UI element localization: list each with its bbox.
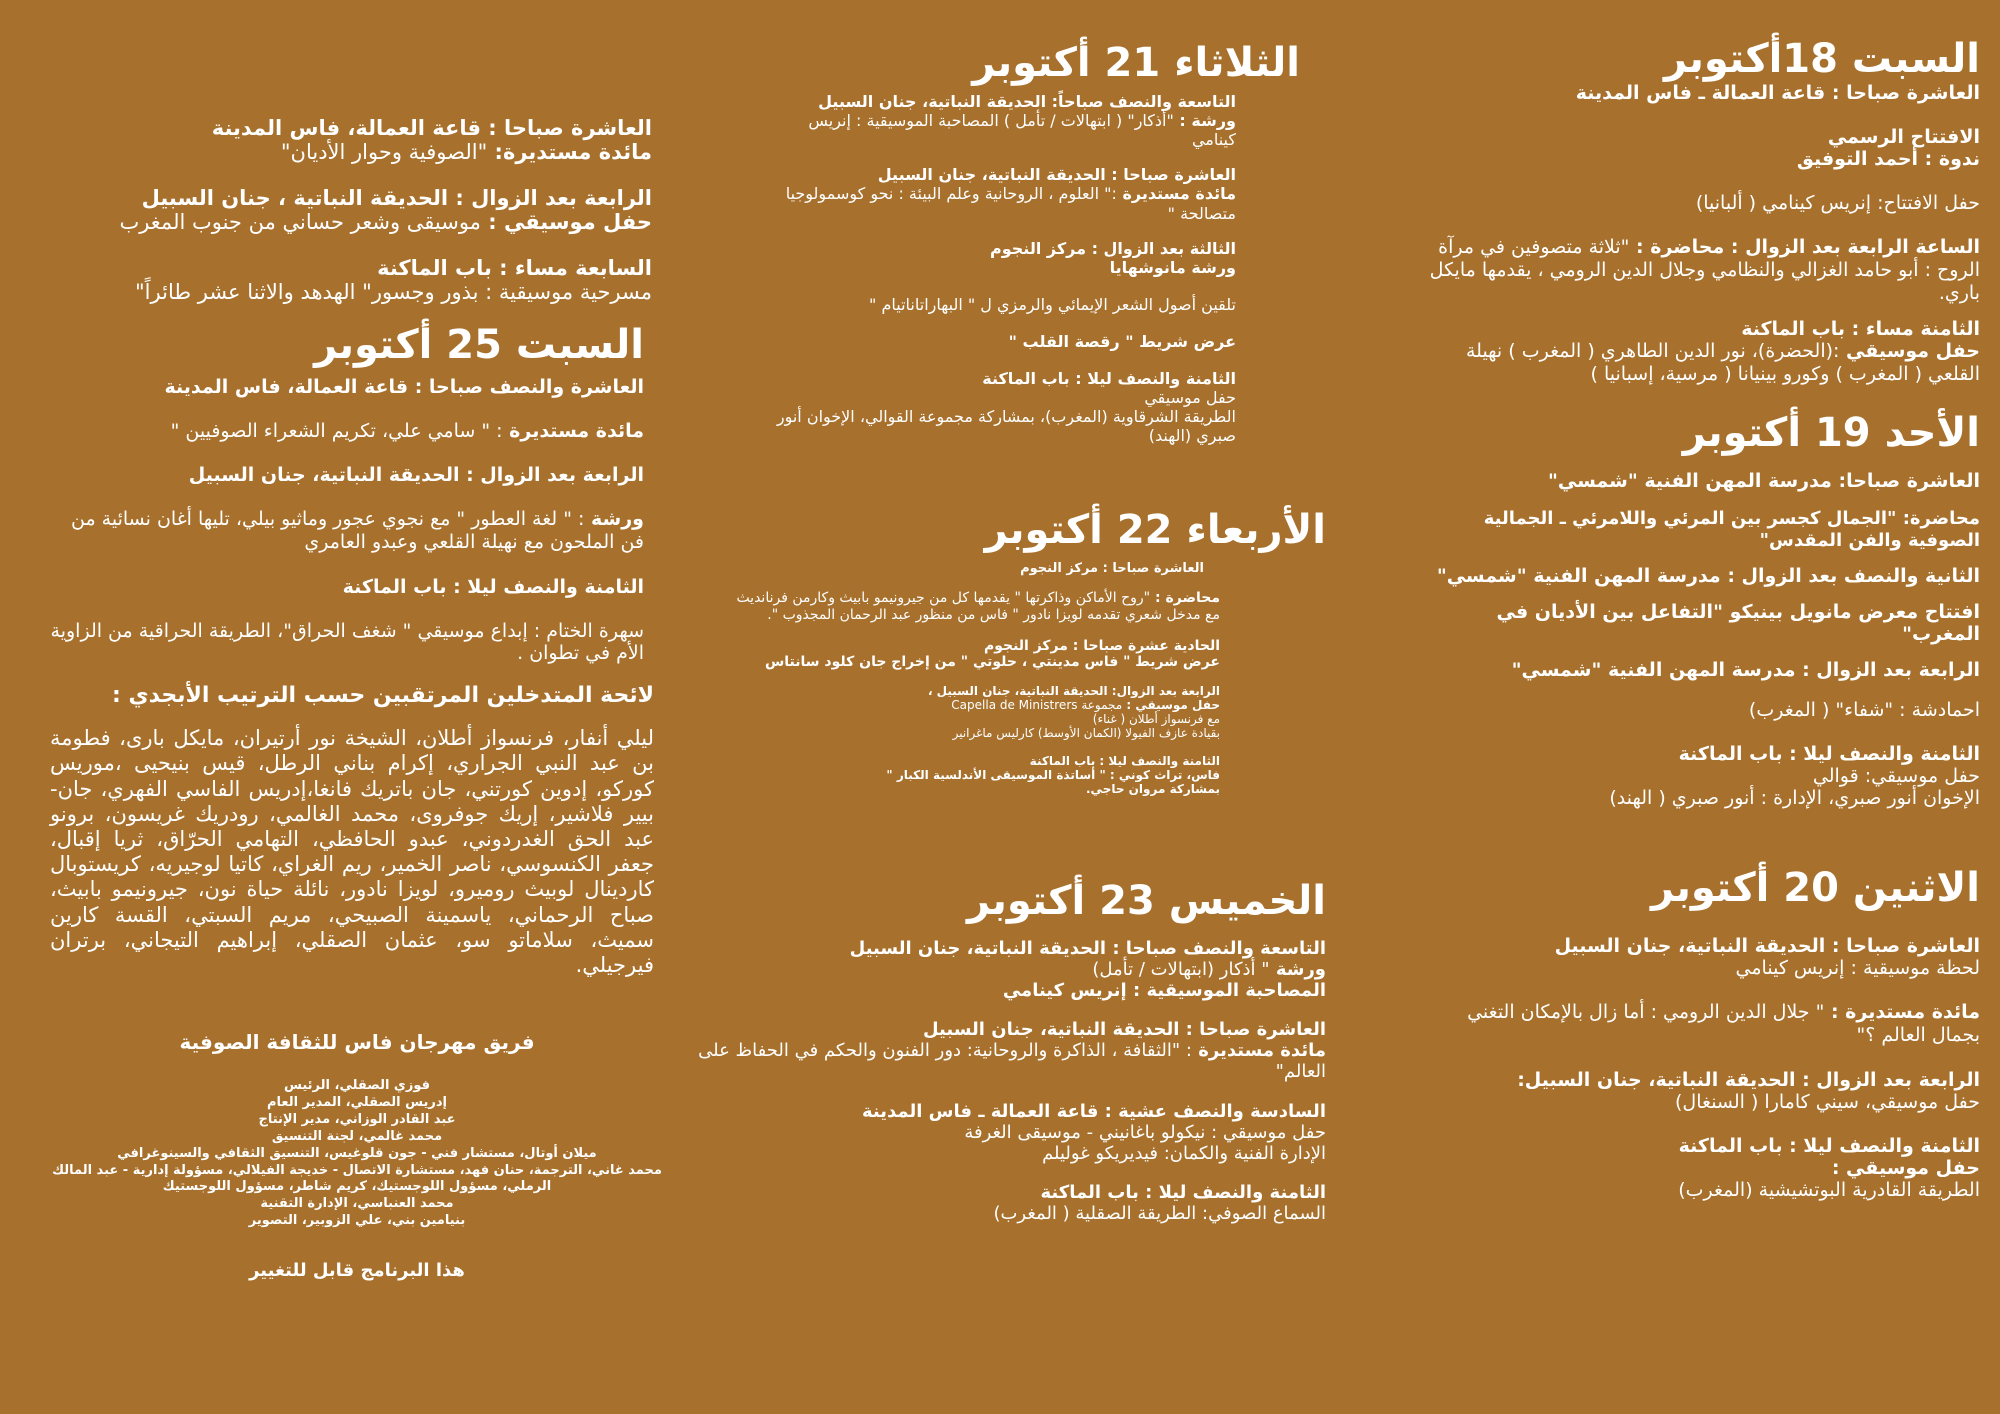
- event-detail: حفل موسيقي: [1144, 387, 1236, 407]
- day-saturday-25: [50, 322, 644, 665]
- event-heading: الافتتاح الرسمي: [1827, 126, 1980, 148]
- day-title: السبت 18أكتوبر: [1664, 36, 1980, 82]
- event-detail: مائدة مستديرة :" العلوم ، الروحانية وعلم البيئة : نحو كوسمولوجيا متصالحة ": [785, 184, 1236, 223]
- day-saturday-18: [1420, 36, 1980, 386]
- day-title: الثلاثاء 21 أكتوبر: [972, 40, 1300, 86]
- event-detail: الإخوان أنور صبري، الإدارة : أنور صبري ( الهند): [1609, 787, 1980, 810]
- column-middle: [680, 40, 1326, 1224]
- event-detail: حفل موسيقي : نيكولو باغانيني - موسيقى الغرفة: [964, 1121, 1326, 1143]
- event-detail: حفل موسيقي : مجموعة Capella de Ministrers: [951, 697, 1220, 712]
- event-time: العاشرة صباحا : قاعة العمالة، فاس المدينة: [211, 116, 652, 140]
- event-time: الثامنة والنصف ليلا : باب الماكنة: [1678, 743, 1980, 766]
- event-detail: بمشاركة مروان حاجي.: [1086, 781, 1220, 796]
- speakers-section: [50, 683, 654, 978]
- event-detail: مائدة مستديرة : "الثقافة ، الذاكرة والروحانية: دور الفنون والحكم في الحفاظ على العالم": [698, 1039, 1326, 1083]
- team-member: محمد غالمي، لجنة التنسيق: [271, 1128, 443, 1144]
- event-detail: محاضرة : "روح الأماكن وذاكرتها " يقدمها كل من جيرونيمو بابيث وكارمن فرنانديث مع مدخل شعري تقدمه لويزا نادور " فاس من منظور عبد الرحمان المجذوب ".: [736, 590, 1220, 623]
- event-detail: الطريقة الشرقاوية (المغرب)، بمشاركة مجموعة القوالي، الإخوان أنور صبري (الهند): [776, 406, 1236, 445]
- event-detail: مسرحية موسيقية : بذور وجسور" الهدهد والاثنا عشر طائراً": [135, 280, 652, 304]
- day-title: الأربعاء 22 أكتوبر: [984, 507, 1326, 554]
- event-detail: لحظة موسيقية : إنريس كينامي: [1735, 957, 1980, 980]
- event-detail: فاس، تراث كوني : " أساتذة الموسيقى الأندلسية الكبار ": [886, 767, 1220, 782]
- event-detail: سهرة الختام : إبداع موسيقي " شغف الحراق"، الطريقة الحراقية من الزاوية الأم في تطوان .: [50, 619, 644, 665]
- day-wednesday-22: [680, 507, 1326, 796]
- event-detail: مائدة مستديرة : " سامي علي، تكريم الشعراء الصوفيين ": [170, 420, 644, 442]
- event-time: الثالثة بعد الزوال : مركز النجوم: [990, 238, 1236, 258]
- event-time: العاشرة صباحا : الحديقة النباتية، جنان السبيل: [877, 165, 1236, 185]
- event-time: العاشرة والنصف صباحا : قاعة العمالة، فاس المدينة: [164, 376, 644, 398]
- event-detail: عرض شريط " فاس مدينتي ، حلوتي " من إخراج جان كلود سانتاس: [764, 653, 1220, 670]
- event-time: الثامنة والنصف ليلا : باب الماكنة: [1678, 1134, 1980, 1157]
- team-member: فوزي الصقلي، الرئيس: [283, 1078, 430, 1094]
- event-time: التاسعة والنصف صباحاً: الحديقة النباتية، جنان السبيل: [818, 92, 1236, 111]
- event-detail: السماع الصوفي: الطريقة الصقلية ( المغرب): [993, 1202, 1326, 1224]
- event-detail: محاضرة: "الجمال كجسر بين المرئي واللامرئي ـ الجمالية الصوفية والفن المقدس": [1483, 507, 1980, 551]
- event-detail: حفل موسيقي، سيني كامارا ( السنغال): [1675, 1090, 1980, 1113]
- event-detail: بقيادة عازف الفيولا (الكمان الأوسط) كارليس ماغرانير: [952, 725, 1220, 740]
- program-note: هذا البرنامج قابل للتغيير: [249, 1260, 465, 1282]
- event-time: الثامنة والنصف ليلا : باب الماكنة: [982, 368, 1236, 388]
- event-time: الرابعة بعد الزوال : الحديقة النباتية ، جنان السبيل: [141, 186, 652, 210]
- event-detail: عرض شريط " رقصة القلب ": [1008, 331, 1236, 351]
- day-thursday-23: [680, 877, 1326, 1224]
- column-left: [50, 116, 662, 1282]
- team-member: إدريس الصقلي، المدير العام: [267, 1094, 447, 1110]
- day-monday-20: [1420, 865, 1980, 1201]
- event-time: الثانية والنصف بعد الزوال : مدرسة المهن الفنية "شمسي": [1436, 565, 1980, 588]
- event-time: السابعة مساء : باب الماكنة: [377, 256, 652, 280]
- team-section: [50, 1030, 664, 1281]
- event-time: العاشرة صباحا : قاعة العمالة ـ فاس المدينة: [1575, 82, 1980, 104]
- event-detail: مع فرنسواز أطلان ( غناء): [1092, 711, 1220, 726]
- day-title: الخميس 23 أكتوبر: [966, 877, 1326, 924]
- team-member: محمد غاني، الترجمة، حنان فهد، مستشارة الاتصال - خديجة الفيلالي، مسؤولة إدارية - عبد المالك الرملي، مسؤول اللوجستيك، كريم شاطر، مسؤول اللوجستيك: [52, 1162, 662, 1195]
- event-time: العاشرة صباحا: مدرسة المهن الفنية "شمسي": [1547, 469, 1980, 492]
- event-time: الثامنة والنصف ليلا : باب الماكنة: [342, 575, 644, 598]
- team-member: بنيامين بني، علي الزوبير، التصوير: [248, 1213, 466, 1229]
- day-title: الأحد 19 أكتوبر: [1682, 409, 1980, 456]
- event-time: العاشرة صباحا : مركز النجوم: [1020, 561, 1204, 577]
- event-detail: الساعة الرابعة بعد الزوال : محاضرة : "ثلاثة متصوفين في مرآة الروح : أبو حامد الغزالي والنظامي وجلال الدين الرومي ، يقدمها مايكل باري.: [1429, 236, 1980, 304]
- event-detail: حفل موسيقي :: [1831, 1156, 1980, 1179]
- event-detail: حفل موسيقي : موسيقى وشعر حساني من جنوب المغرب: [119, 210, 652, 234]
- speakers-list: ليلي أنفار، فرنسواز أطلان، الشيخة نور أرتيران، مايكل بارى، فطومة بن عبد النبي الجراري، إكرام بناني الرطل، قيس بنيحيى ،موريس كوركو، إدوين كورتني، جان باتريك فانغا،إدريس الفاسي الفهري، جان-بيير فلاشير، إريك جوفروى، محمد الغالمي، رودريك غريسون، برونو عبد الحق الغدردوني، عبدو الحافظي، التهامي الحرّاق، ثريا إقبال، جعفر الكنسوسي، ناصر الخمير، ريم الغراي، كاتيا لوجيريه، كريستوبال كاردينال لوبيث روميرو، لويزا نادور، نائلة حياة نون، جيرونيمو بابيث، صباح الرحماني، ياسمينة الصبيحي، مريم السبتي، القسة كارين سميث، سلاماتو سو، عثمان الصقلي، إبراهيم التيجاني، برتران فيرجيلي.: [50, 726, 654, 977]
- team-member: ميلان أوتال، مستشار فني - جون قلوغيس، التنسيق الثقافي والسينوغرافي: [117, 1145, 597, 1161]
- event-detail: المصاحبة الموسيقية : إنريس كينامي: [1002, 979, 1326, 1001]
- event-detail: احمادشة : "شفاء" ( المغرب): [1748, 699, 1980, 722]
- event-detail: حفل موسيقي :(الحضرة)، نور الدين الطاهري ( المغرب ) نهيلة القلعي ( المغرب ) وكورو بينيانا ( مرسية، إسبانيا ): [1465, 340, 1980, 386]
- event-detail: الإدارة الفنية والكمان: فيديريكو غوليلم: [1042, 1142, 1326, 1164]
- event-time: الرابعة بعد الزوال : مدرسة المهن الفنية "شمسي": [1511, 659, 1980, 682]
- day-tuesday-21: [680, 40, 1300, 445]
- event-detail: حفل الافتتاح: إنريس كينامي ( ألبانيا): [1695, 192, 1980, 214]
- event-detail: الطريقة القادرية البوتشيشية (المغرب): [1678, 1178, 1980, 1201]
- event-time: الرابعة بعد الزوال: الحديقة النباتية، جنان السبيل ،: [927, 683, 1220, 698]
- speakers-title: لائحة المتدخلين المرتقبين حسب الترتيب الأبجدي :: [112, 683, 654, 709]
- team-member: عبد القادر الوزاني، مدير الإنتاج: [258, 1111, 456, 1127]
- column-right: [1420, 36, 1980, 1201]
- event-time: الثامنة مساء : باب الماكنة: [1741, 318, 1980, 341]
- event-detail: مائدة مستديرة : " جلال الدين الرومي : أما زال بالإمكان التغني بجمال العالم ؟": [1467, 1001, 1980, 1046]
- event-detail: تلقين أصول الشعر الإيمائي والرمزي ل " البهاراتاناتيام ": [869, 294, 1236, 314]
- event-time: السادسة والنصف عشية : قاعة العمالة ـ فاس المدينة: [861, 1100, 1326, 1122]
- event-detail: ورشة : "أذكار" ( ابتهالات / تأمل ) المصاحبة الموسيقية : إنريس كينامي: [808, 111, 1236, 150]
- day-friday-24: [50, 116, 652, 304]
- event-detail: افتتاح معرض مانويل بينيكو "التفاعل بين الأديان في المغرب": [1496, 601, 1980, 646]
- event-detail: ورشة : " لغة العطور " مع نجوي عجور وماثيو بيلي، تليها أغان نسائية من فن الملحون مع نهيلة القلعي وعبدو العامري: [71, 508, 644, 553]
- day-title: الاثنين 20 أكتوبر: [1651, 865, 1980, 912]
- event-time: الثامنة والنصف ليلا : باب الماكنة: [1040, 1181, 1326, 1203]
- event-detail: ورشة " أذكار (ابتهالات / تأمل): [1092, 958, 1326, 980]
- day-title: السبت 25 أكتوبر: [314, 322, 644, 368]
- day-sunday-19: [1420, 410, 1980, 809]
- event-time: الثامنة والنصف ليلا : باب الماكنة: [1029, 753, 1220, 768]
- event-time: الحادية عشرة صباحا : مركز النجوم: [983, 637, 1220, 654]
- event-detail: حفل موسيقي: قوالي: [1812, 765, 1980, 788]
- event-time: الرابعة بعد الزوال : الحديقة النباتية، جنان السبيل: [188, 464, 644, 486]
- team-title: فريق مهرجان فاس للثقافة الصوفية: [179, 1030, 535, 1055]
- event-heading: ندوة : أحمد التوفيق: [1796, 148, 1980, 170]
- event-time: الرابعة بعد الزوال : الحديقة النباتية، جنان السبيل:: [1517, 1068, 1980, 1091]
- event-heading: ورشة مانوشهايا: [1109, 257, 1236, 277]
- event-time: التاسعة والنصف صباحا : الحديقة النباتية، جنان السبيل: [849, 937, 1326, 959]
- event-detail: مائدة مستديرة: "الصوفية وحوار الأديان": [280, 140, 652, 164]
- event-time: العاشرة صباحا : الحديقة النباتية، جنان السبيل: [1554, 935, 1980, 958]
- team-member: محمد العنباسي، الإدارة التقنية: [260, 1196, 454, 1212]
- event-time: العاشرة صباحا : الحديقة النباتية، جنان السبيل: [922, 1018, 1326, 1040]
